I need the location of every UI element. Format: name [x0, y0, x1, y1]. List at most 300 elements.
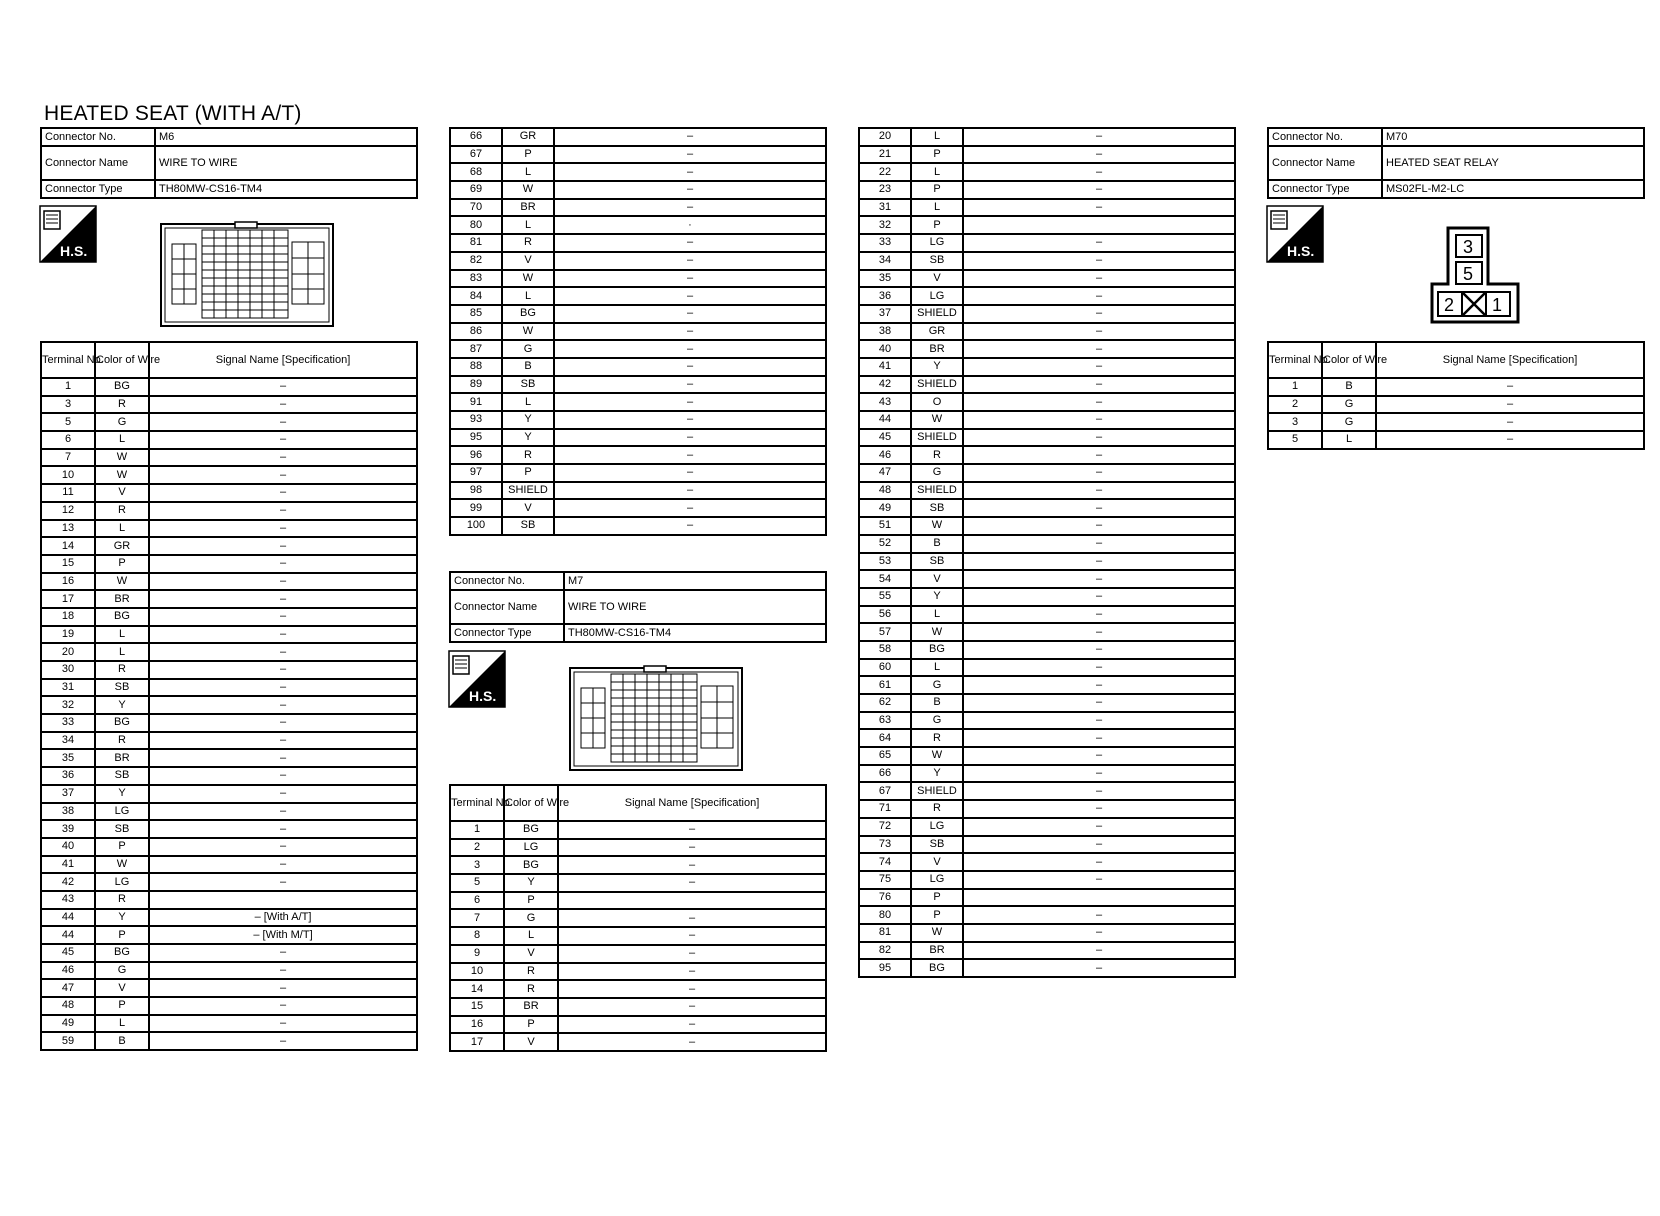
table-row [859, 871, 1235, 889]
terminal-no-cell: 42 [859, 376, 911, 394]
signal-name-cell: – [149, 661, 417, 679]
table-row [450, 393, 826, 411]
signal-name-cell: – [558, 998, 826, 1016]
signal-name-cell: – [963, 199, 1235, 217]
wire-color-cell: BG [95, 378, 149, 396]
signal-name-cell: – [963, 376, 1235, 394]
wire-color-cell: R [95, 661, 149, 679]
table-row [1268, 413, 1644, 431]
signal-name-cell: – [558, 856, 826, 874]
wire-color-cell: V [95, 979, 149, 997]
wire-color-cell: P [502, 146, 554, 164]
table-row [450, 1033, 826, 1051]
terminal-no-cell: 57 [859, 623, 911, 641]
terminal-no-cell: 46 [41, 962, 95, 980]
wire-color-cell: SHIELD [911, 305, 963, 323]
terminal-no-cell: 43 [41, 891, 95, 909]
signal-name-cell: – [149, 608, 417, 626]
signal-name-cell: – [149, 962, 417, 980]
connector-m6-info [40, 127, 418, 199]
wire-color-cell: B [502, 358, 554, 376]
table-row [859, 376, 1235, 394]
table-row [450, 411, 826, 429]
wire-color-cell: P [504, 1016, 558, 1034]
signal-name-cell: – [963, 323, 1235, 341]
terminal-no-cell: 8 [450, 927, 504, 945]
table-row [450, 270, 826, 288]
wire-color-cell: LG [911, 818, 963, 836]
wire-color-cell: SB [95, 679, 149, 697]
terminal-no-cell: 62 [859, 694, 911, 712]
terminal-no-cell: 48 [41, 997, 95, 1015]
color-of-wire-header: Color of Wire [504, 785, 558, 821]
wire-color-cell: B [95, 1032, 149, 1050]
wire-color-cell: O [911, 393, 963, 411]
wire-color-cell: G [502, 340, 554, 358]
terminal-no-cell: 2 [1268, 396, 1322, 414]
connector-name-value: WIRE TO WIRE [155, 146, 417, 180]
terminal-no-cell: 23 [859, 181, 911, 199]
table-row [450, 892, 826, 910]
table-row [450, 499, 826, 517]
connector-type-label: Connector Type [1268, 180, 1382, 198]
terminal-no-cell: 16 [450, 1016, 504, 1034]
signal-name-cell [149, 891, 417, 909]
terminal-no-cell: 35 [859, 270, 911, 288]
terminal-no-cell: 1 [1268, 378, 1322, 396]
connector-m6-terminal-table [40, 341, 418, 1051]
connector-name-label: Connector Name [1268, 146, 1382, 180]
terminal-no-cell: 93 [450, 411, 502, 429]
wire-color-cell: P [911, 906, 963, 924]
wire-color-cell: B [911, 694, 963, 712]
terminal-no-cell: 19 [41, 626, 95, 644]
table-row [859, 765, 1235, 783]
table-row [450, 252, 826, 270]
wire-color-cell: SHIELD [911, 429, 963, 447]
terminal-no-cell: 46 [859, 446, 911, 464]
table-row [450, 216, 826, 234]
table-row [859, 181, 1235, 199]
table-row [859, 588, 1235, 606]
signal-name-cell: – [554, 163, 826, 181]
wire-color-cell: Y [911, 358, 963, 376]
terminal-no-cell: 66 [859, 765, 911, 783]
signal-name-cell: – [149, 573, 417, 591]
table-row [859, 606, 1235, 624]
terminal-no-cell: 41 [859, 358, 911, 376]
signal-name-cell: – [963, 871, 1235, 889]
signal-name-cell: – [With A/T] [149, 909, 417, 927]
signal-name-cell: · [554, 216, 826, 234]
signal-name-cell: – [963, 712, 1235, 730]
svg-text:H.S.: H.S. [469, 688, 497, 704]
connector-type-value: TH80MW-CS16-TM4 [155, 180, 417, 198]
table-row [859, 535, 1235, 553]
table-row [41, 732, 417, 750]
signal-name-cell: – [554, 270, 826, 288]
terminal-no-cell: 73 [859, 836, 911, 854]
terminal-no-cell: 65 [859, 747, 911, 765]
terminal-no-cell: 59 [41, 1032, 95, 1050]
signal-name-cell: – [149, 431, 417, 449]
signal-name-cell: – [149, 997, 417, 1015]
terminal-no-cell: 31 [859, 199, 911, 217]
wire-color-cell: P [911, 889, 963, 907]
terminal-no-cell: 16 [41, 573, 95, 591]
signal-name-cell: – [963, 287, 1235, 305]
terminal-no-cell: 37 [41, 785, 95, 803]
wire-color-cell: Y [95, 909, 149, 927]
signal-name-cell: – [149, 873, 417, 891]
wire-color-cell: V [504, 945, 558, 963]
signal-name-header: Signal Name [Specification] [1376, 342, 1644, 378]
signal-name-cell: – [963, 482, 1235, 500]
table-row [859, 393, 1235, 411]
wire-color-cell: R [95, 396, 149, 414]
terminal-no-cell: 68 [450, 163, 502, 181]
terminal-no-cell: 64 [859, 729, 911, 747]
signal-name-cell: – [963, 729, 1235, 747]
signal-name-cell: – [963, 517, 1235, 535]
table-row [41, 520, 417, 538]
wire-color-cell: Y [911, 588, 963, 606]
table-row [450, 927, 826, 945]
wire-color-cell: L [95, 1015, 149, 1033]
terminal-no-cell: 3 [1268, 413, 1322, 431]
table-row [859, 216, 1235, 234]
connector-type-label: Connector Type [450, 624, 564, 642]
terminal-no-cell: 44 [41, 909, 95, 927]
connector-m7-terminal-table-wrap [449, 784, 827, 1052]
signal-name-cell: – [149, 856, 417, 874]
terminal-no-cell: 42 [41, 873, 95, 891]
wire-color-cell: LG [95, 873, 149, 891]
wire-color-cell: SB [911, 553, 963, 571]
signal-name-cell: – [963, 747, 1235, 765]
terminal-no-cell: 9 [450, 945, 504, 963]
connector-type-label: Connector Type [41, 180, 155, 198]
terminal-no-cell: 54 [859, 570, 911, 588]
connector-m7-column [449, 571, 827, 643]
table-row [859, 305, 1235, 323]
signal-name-cell: – [554, 323, 826, 341]
wire-color-cell: Y [95, 785, 149, 803]
table-row [450, 464, 826, 482]
connector-no-value: M70 [1382, 128, 1644, 146]
table-row [41, 431, 417, 449]
terminal-no-cell: 39 [41, 820, 95, 838]
signal-name-cell: – [554, 464, 826, 482]
terminal-no-cell: 80 [859, 906, 911, 924]
terminal-no-cell: 70 [450, 199, 502, 217]
table-row [859, 553, 1235, 571]
wire-color-cell: L [502, 287, 554, 305]
table-row [41, 449, 417, 467]
wire-color-cell: R [504, 963, 558, 981]
table-row [859, 782, 1235, 800]
table-row [41, 643, 417, 661]
terminal-no-cell: 34 [41, 732, 95, 750]
wire-color-cell: SB [95, 820, 149, 838]
wire-color-cell: GR [95, 537, 149, 555]
wire-color-cell: R [504, 980, 558, 998]
signal-name-cell: – [558, 927, 826, 945]
wire-color-cell: B [1322, 378, 1376, 396]
connector-m7-continued-wrap [858, 127, 1236, 978]
terminal-no-cell: 32 [859, 216, 911, 234]
signal-name-cell: – [558, 945, 826, 963]
hs-icon [1267, 206, 1323, 262]
terminal-no-cell: 47 [41, 979, 95, 997]
terminal-no-cell: 22 [859, 163, 911, 181]
wire-color-cell: SB [95, 767, 149, 785]
terminal-no-cell: 89 [450, 376, 502, 394]
terminal-no-cell: 35 [41, 749, 95, 767]
table-row [859, 836, 1235, 854]
wire-color-cell: P [502, 464, 554, 482]
signal-name-cell: – [558, 1016, 826, 1034]
signal-name-cell: – [963, 411, 1235, 429]
terminal-no-cell: 40 [859, 340, 911, 358]
terminal-no-cell: 82 [859, 942, 911, 960]
signal-name-cell: – [963, 163, 1235, 181]
signal-name-cell: – [149, 626, 417, 644]
wire-color-cell: W [911, 517, 963, 535]
table-row [859, 942, 1235, 960]
terminal-no-cell: 49 [859, 499, 911, 517]
table-row [41, 696, 417, 714]
terminal-no-cell: 45 [859, 429, 911, 447]
wire-color-cell: L [95, 431, 149, 449]
signal-name-cell: – [554, 446, 826, 464]
wire-color-cell: GR [911, 323, 963, 341]
signal-name-cell [558, 892, 826, 910]
table-row [859, 270, 1235, 288]
table-row [41, 803, 417, 821]
terminal-no-cell: 13 [41, 520, 95, 538]
wire-color-cell: L [95, 643, 149, 661]
terminal-no-header: Terminal No. [450, 785, 504, 821]
terminal-no-cell: 20 [859, 128, 911, 146]
terminal-no-cell: 76 [859, 889, 911, 907]
signal-name-cell: – [149, 1015, 417, 1033]
wire-color-cell: SB [911, 252, 963, 270]
signal-name-cell: – [963, 535, 1235, 553]
signal-name-cell: – [963, 464, 1235, 482]
table-row [41, 396, 417, 414]
table-row [41, 484, 417, 502]
terminal-no-cell: 7 [450, 909, 504, 927]
table-row [450, 839, 826, 857]
signal-name-cell: – [149, 449, 417, 467]
connector-name-value: HEATED SEAT RELAY [1382, 146, 1644, 180]
terminal-no-cell: 38 [41, 803, 95, 821]
wire-color-cell: G [911, 712, 963, 730]
signal-name-cell: – [149, 714, 417, 732]
wire-color-cell: L [502, 163, 554, 181]
table-row [450, 874, 826, 892]
wire-color-cell: P [911, 181, 963, 199]
svg-text:2: 2 [1444, 295, 1455, 315]
wire-color-cell: L [911, 128, 963, 146]
connector-m70-terminal-table [1267, 341, 1645, 450]
terminal-no-cell: 33 [859, 234, 911, 252]
table-row [450, 146, 826, 164]
signal-name-cell: – [149, 466, 417, 484]
terminal-no-cell: 15 [450, 998, 504, 1016]
table-row [859, 659, 1235, 677]
signal-name-cell: – [149, 520, 417, 538]
wire-color-cell: LG [95, 803, 149, 821]
table-row [859, 323, 1235, 341]
wire-color-cell: SHIELD [911, 782, 963, 800]
table-row [450, 429, 826, 447]
signal-name-cell: – [149, 537, 417, 555]
signal-name-cell: – [149, 944, 417, 962]
signal-name-header: Signal Name [Specification] [558, 785, 826, 821]
signal-name-cell: – [963, 924, 1235, 942]
connector-m6-terminal-table-wrap [40, 341, 418, 1051]
terminal-no-cell: 44 [859, 411, 911, 429]
wire-color-cell: Y [504, 874, 558, 892]
signal-name-cell: – [963, 429, 1235, 447]
signal-name-cell: – [963, 836, 1235, 854]
connector-m7-info [449, 571, 827, 643]
signal-name-cell: – [963, 446, 1235, 464]
terminal-no-cell: 83 [450, 270, 502, 288]
terminal-no-cell: 81 [450, 234, 502, 252]
terminal-no-cell: 5 [41, 413, 95, 431]
table-row [450, 128, 826, 146]
wire-color-cell: W [911, 924, 963, 942]
signal-name-cell: – [963, 818, 1235, 836]
table-row [41, 767, 417, 785]
terminal-no-cell: 1 [41, 378, 95, 396]
signal-name-cell: – [149, 767, 417, 785]
wire-color-cell: V [911, 570, 963, 588]
terminal-no-cell: 17 [41, 590, 95, 608]
connector-m6-column [40, 127, 418, 199]
table-row [41, 679, 417, 697]
terminal-no-cell: 75 [859, 871, 911, 889]
table-row [859, 889, 1235, 907]
color-of-wire-header: Color of Wire [1322, 342, 1376, 378]
connector-m6-continued-wrap [449, 127, 827, 536]
wire-color-cell: BR [504, 998, 558, 1016]
terminal-no-cell: 15 [41, 555, 95, 573]
table-row [450, 323, 826, 341]
table-row [859, 800, 1235, 818]
terminal-no-cell: 95 [859, 959, 911, 977]
terminal-no-cell: 67 [450, 146, 502, 164]
wire-color-cell: W [502, 181, 554, 199]
wire-color-cell: P [911, 146, 963, 164]
table-row [859, 517, 1235, 535]
hs-icon [40, 206, 96, 262]
wire-color-cell: P [95, 838, 149, 856]
terminal-no-cell: 17 [450, 1033, 504, 1051]
table-row [450, 446, 826, 464]
terminal-no-cell: 38 [859, 323, 911, 341]
wire-color-cell: B [911, 535, 963, 553]
wire-color-cell: G [95, 962, 149, 980]
wire-color-cell: V [502, 252, 554, 270]
signal-name-cell: – [1376, 413, 1644, 431]
wire-color-cell: V [502, 499, 554, 517]
terminal-no-cell: 63 [859, 712, 911, 730]
signal-name-cell: – [554, 181, 826, 199]
signal-name-cell: – [149, 803, 417, 821]
wire-color-cell: BR [911, 340, 963, 358]
wire-color-cell: L [95, 626, 149, 644]
wire-color-cell: R [502, 234, 554, 252]
terminal-no-cell: 67 [859, 782, 911, 800]
terminal-no-cell: 21 [859, 146, 911, 164]
terminal-no-cell: 14 [450, 980, 504, 998]
table-row [859, 694, 1235, 712]
wire-color-cell: V [504, 1033, 558, 1051]
connector-m7-terminal-table [449, 784, 827, 1052]
table-row [41, 537, 417, 555]
table-row [41, 608, 417, 626]
table-row [450, 945, 826, 963]
terminal-no-cell: 56 [859, 606, 911, 624]
terminal-no-cell: 43 [859, 393, 911, 411]
table-row [1268, 378, 1644, 396]
signal-name-cell: – [558, 980, 826, 998]
table-row [859, 747, 1235, 765]
wire-color-cell: Y [502, 411, 554, 429]
wire-color-cell: BG [95, 714, 149, 732]
signal-name-cell: – [963, 800, 1235, 818]
table-row [450, 340, 826, 358]
signal-name-cell: – [149, 1032, 417, 1050]
table-row [41, 714, 417, 732]
wire-color-cell: G [95, 413, 149, 431]
table-row [41, 891, 417, 909]
signal-name-cell: – [554, 128, 826, 146]
wire-color-cell: BG [502, 305, 554, 323]
wire-color-cell: W [502, 323, 554, 341]
wire-color-cell: R [502, 446, 554, 464]
table-row [859, 482, 1235, 500]
table-row [859, 676, 1235, 694]
wire-color-cell: L [911, 606, 963, 624]
wire-color-cell: BG [504, 856, 558, 874]
table-row [859, 128, 1235, 146]
wire-color-cell: SHIELD [502, 482, 554, 500]
table-row [41, 626, 417, 644]
table-row [450, 963, 826, 981]
terminal-no-cell: 49 [41, 1015, 95, 1033]
terminal-no-cell: 45 [41, 944, 95, 962]
signal-name-cell: – [963, 606, 1235, 624]
terminal-no-cell: 3 [41, 396, 95, 414]
table-row [41, 590, 417, 608]
terminal-no-cell: 82 [450, 252, 502, 270]
wire-color-cell: Y [502, 429, 554, 447]
signal-name-cell: – [963, 694, 1235, 712]
connector-m6-face-icon [160, 222, 334, 333]
wire-color-cell: G [1322, 413, 1376, 431]
wire-color-cell: SHIELD [911, 482, 963, 500]
signal-name-cell: – [963, 853, 1235, 871]
terminal-no-cell: 44 [41, 926, 95, 944]
terminal-no-cell: 2 [450, 839, 504, 857]
signal-name-cell: – [149, 378, 417, 396]
signal-name-cell: – [554, 482, 826, 500]
